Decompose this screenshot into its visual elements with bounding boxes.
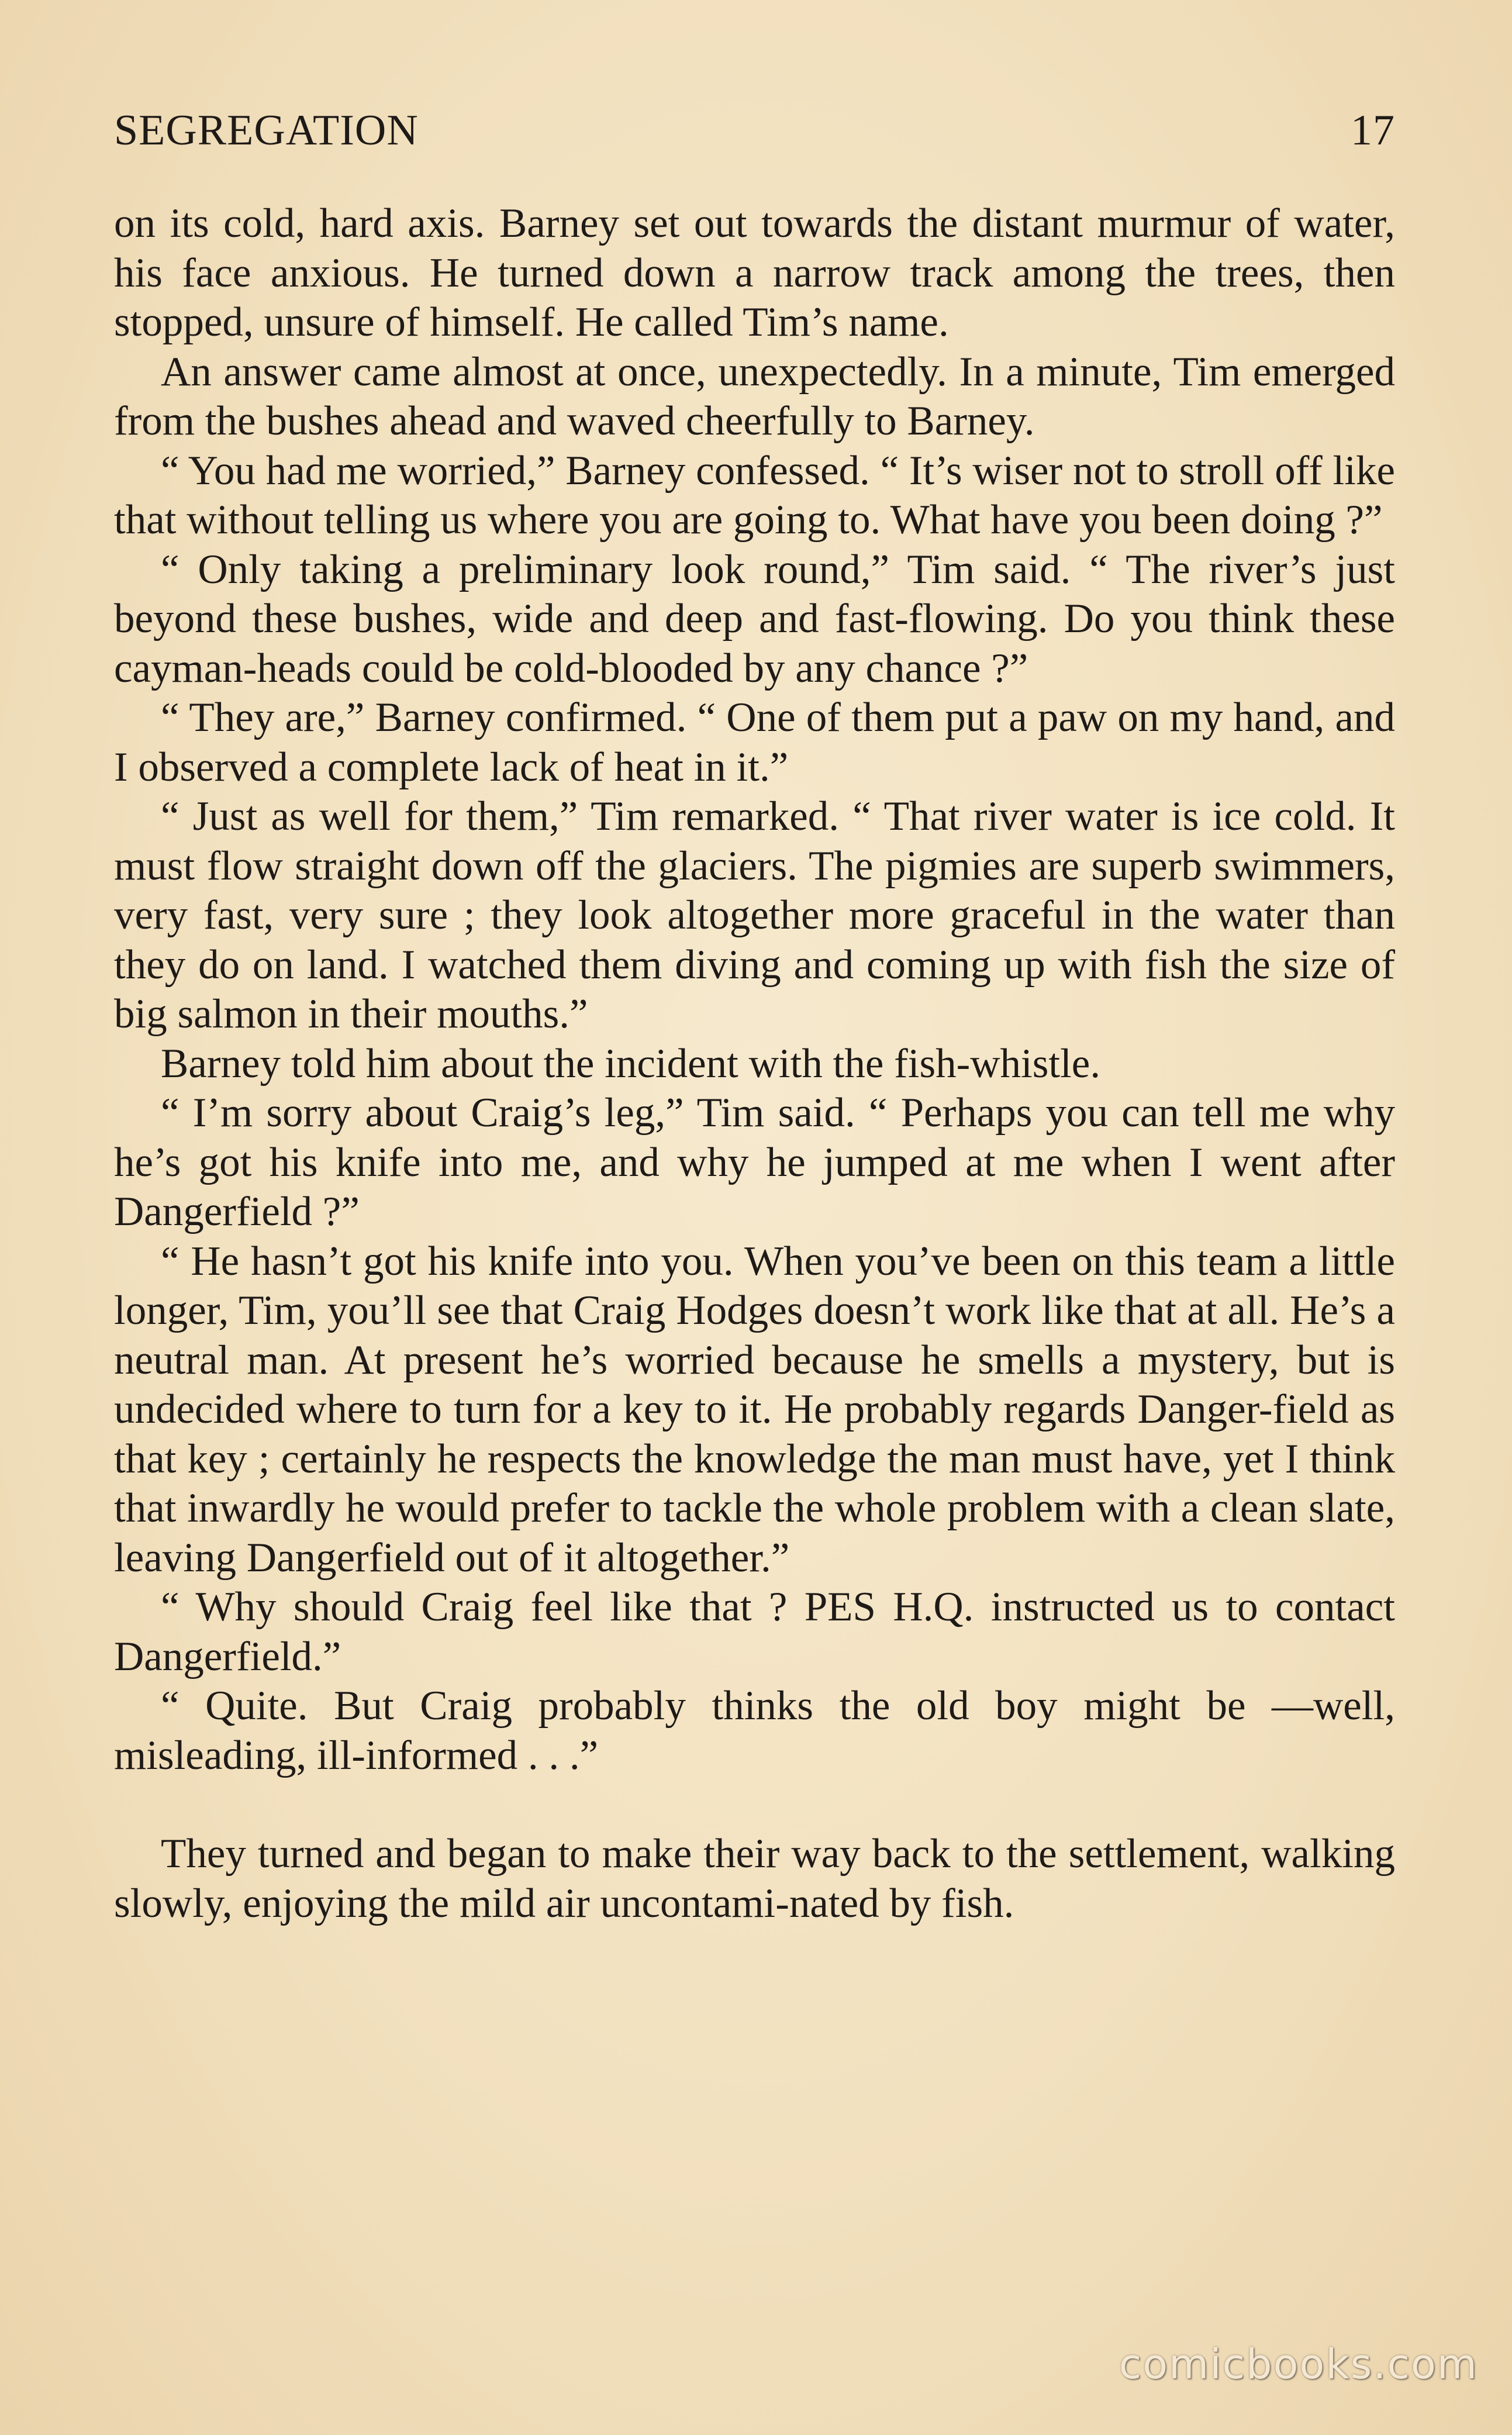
paragraph: “ They are,” Barney confirmed. “ One of them put a paw on my hand, and I observed a complete lack of heat in it.” xyxy=(114,695,1395,790)
watermark: comicbooks.com xyxy=(1119,2340,1478,2388)
paragraph: “ I’m sorry about Craig’s leg,” Tim said. “ Perhaps you can tell me why he’s got his knife into me, and why he jumped at me when I went after Dangerfield ?” xyxy=(114,1090,1395,1234)
running-head: SEGREGATION xyxy=(114,106,419,154)
paragraph: “ He hasn’t got his knife into you. When you’ve been on this team a little longer, Tim, you’ll see that Craig Hodges doesn’t work like that at all. He’s a neutral man. At present he’s worried because he smells a mystery, but is undecided where to turn for a key to it. He probably regards Danger-field as that key ; certainly he respects the knowledge the man must have, yet I think that inwardly he would prefer to tackle the whole problem with a clean slate, leaving Dangerfield out of it altogether.” xyxy=(114,1238,1395,1581)
paragraph: “ You had me worried,” Barney confessed. “ It’s wiser not to stroll off like that without telling us where you are going to. What have you been doing ?” xyxy=(114,447,1395,543)
paragraph: Barney told him about the incident with the fish-whistle. xyxy=(161,1040,1101,1087)
paragraph: An answer came almost at once, unexpectedly. In a minute, Tim emerged from the bushes ahead and waved cheerfully to Barney. xyxy=(114,349,1395,444)
paragraph: “ Quite. But Craig probably thinks the old boy might be —well, misleading, ill-informed . . .” xyxy=(114,1683,1395,1778)
page-number: 17 xyxy=(1351,106,1395,154)
paragraph: They turned and began to make their way back to the settlement, walking slowly, enjoying the mild air uncontami-nated by fish. xyxy=(114,1831,1395,1926)
paragraph: “ Just as well for them,” Tim remarked. “ That river water is ice cold. It must flow straight down off the glaciers. The pigmies are superb swimmers, very fast, very sure ; they look altogether more graceful in the water than they do on land. I watched them diving and coming up with fish the size of big salmon in their mouths.” xyxy=(114,794,1395,1037)
paragraph: “ Why should Craig feel like that ? PES H.Q. instructed us to contact Dangerfield.” xyxy=(114,1584,1395,1679)
page-header xyxy=(114,98,1395,163)
paragraph: on its cold, hard axis. Barney set out towards the distant murmur of water, his face anxious. He turned down a narrow track among the trees, then stopped, unsure of himself. He called Tim’s name. xyxy=(114,201,1395,345)
paragraph: “ Only taking a preliminary look round,” Tim said. “ The river’s just beyond these bushes, wide and deep and fast-flowing. Do you think these cayman-heads could be cold-blooded by any chance ?” xyxy=(114,546,1395,691)
body-text xyxy=(114,199,1395,1928)
